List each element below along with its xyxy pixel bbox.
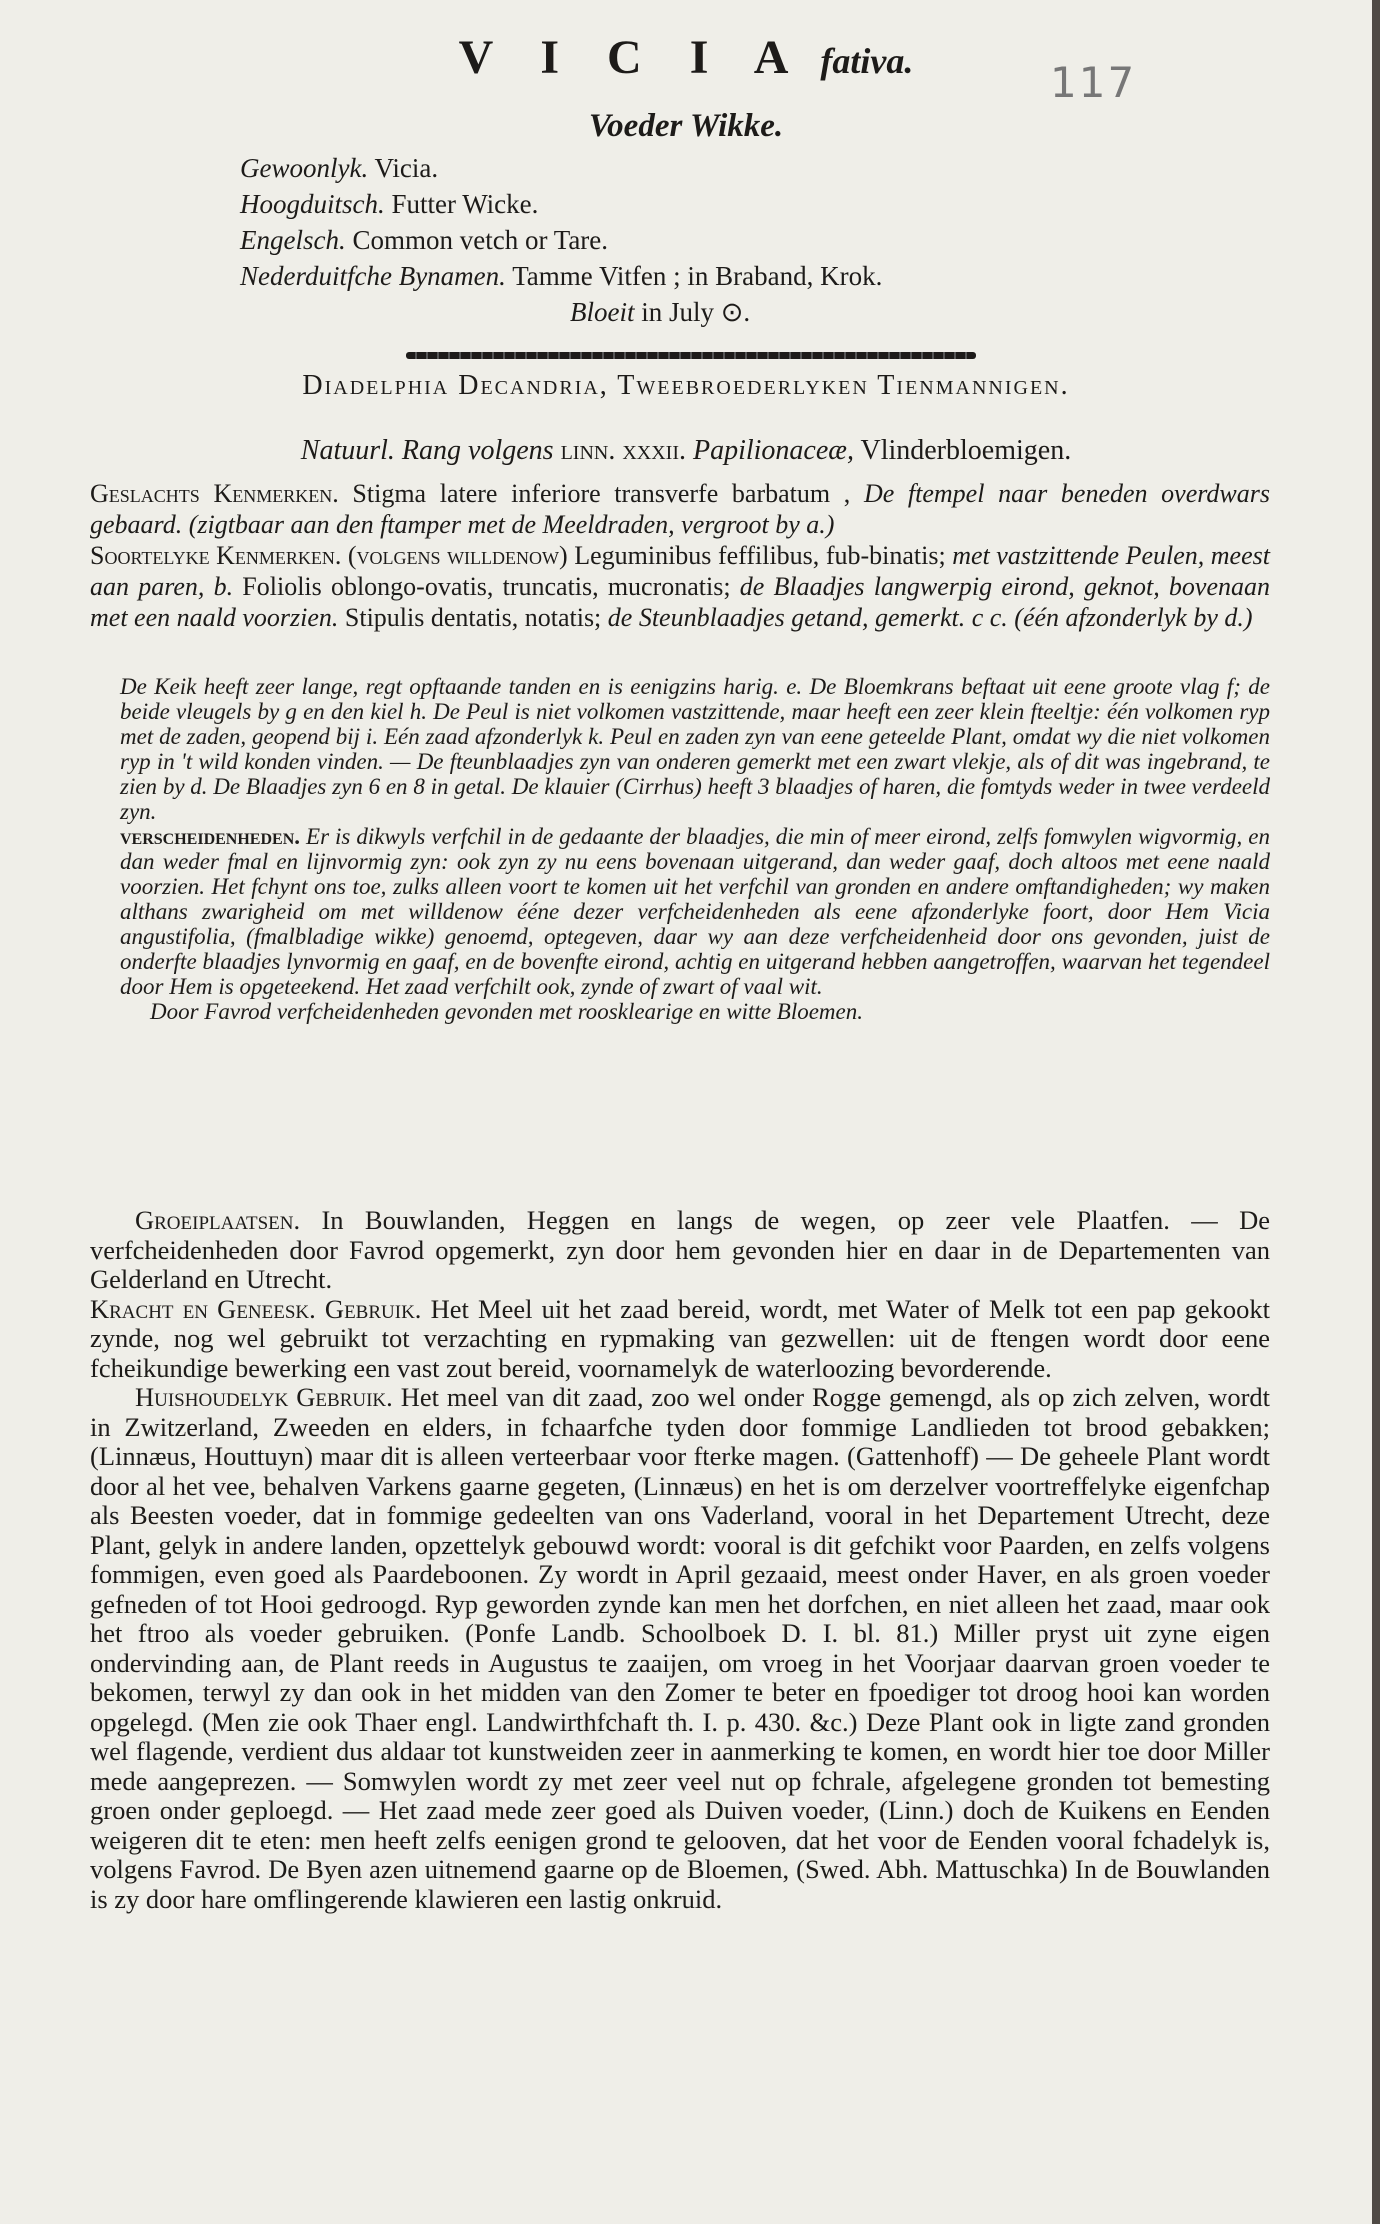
household-use-paragraph: Huishoudelyk Gebruik. Het meel van dit zaad, zoo wel onder Rogge gemengd, als op zich zelven, wordt in Zwitzerland, Zweeden en elders, in fchaarfche tyden door fommige Landlieden tot brood gebakken; (Linnæus, Houttuyn) maar dit is alleen verteerbaar voor fterke magen. (Gattenhoff) — De geheele Plant wordt door al het vee, behalven Varkens gaarne gegeten, (Linnæus) en het is om derzelver voortreffelyke eigenfchap als Beesten voeder, dat in fommige gedeelten van ons Vaderland, vooral in het Departement Utrecht, deze Plant, gelyk in andere landen, opzettelyk gebouwd wordt: vooral is dit gefchikt voor Paarden, en zelfs volgens fommigen, even goed als Paardeboonen. Zy wordt in April gezaaid, meest onder Haver, en als groen voeder gefneden of tot Hooi gedroogd. Ryp geworden zynde kan men het dorfchen, en niet alleen het zaad, maar ook het ftroo als voeder gebruiken. (Ponfe Landb. Schoolboek D. I. bl. 81.) Miller pryst uit zyne eigen ondervinding aan, de Plant reeds in Augustus te zaaijen, om vroeg in het Voorjaar daarvan groen voeder te bekomen, terwyl zy dan ook in het midden van den Zomer te beter en fpoediger tot droog hooi kan worden opgelegd. (Men zie ook Thaer engl. Landwirthfchaft th. I. p. 430. &c.) Deze Plant ook in ligte zand gronden wel flagende, verdient dus aldaar tot kunstweiden zeer in aanmerking te komen, en wordt hier toe door Miller mede aangeprezen. — Somwylen wordt zy met zeer veel nut op fchrale, afgelegene gronden tot bemesting groen onder geploegd. — Het zaad mede zeer goed als Duiven voeder, (Linn.) doch de Kuikens en Eenden weigeren dit te eten: men heeft zelfs eenigen grond te gelooven, dat het voor de Eenden vooral fchadelyk is, volgens Favrod. De Byen azen uitnemend gaarne op de Bloemen, (Swed. Abh. Mattuschka) In de Bouwlanden is zy door hare omflingerende klawieren een lastig onkruid. (90, 1382, 1271, 1914)
description-block (120, 674, 1270, 1024)
name-row: Gewoonlyk. Vicia. (240, 153, 439, 183)
species-characteristics-heading: Soortelyke Kenmerken. (90, 541, 342, 570)
ornamental-divider (406, 352, 976, 359)
genus-characteristics-heading: Geslachts Kenmerken. (90, 479, 339, 508)
name-row: Engelsch. Common vetch or Tare. (240, 225, 609, 255)
vernacular-names (240, 150, 1140, 330)
natural-rank-line: Natuurl. Rang volgens linn. xxxii. Papilionaceæ, Vlinderbloemigen. (300, 435, 1072, 466)
common-name: Voeder Wikke. (588, 108, 784, 144)
name-row: Nederduitfche Bynamen. Tamme Vitfen ; in Braband, Krok. (240, 261, 883, 291)
bloei-row: Bloeit in July ⊙. (570, 297, 751, 327)
medicinal-use-paragraph: Kracht en Geneesk. Gebruik. Het Meel uit het zaad bereid, wordt, met Water of Melk tot een pap gekookt zynde, nog wel gebruikt tot verzachting en rypmaking van gezwellen: uit de ftengen wordt door eene fcheikundige bewerking een vast zout bereid, voornamelyk de waterloozing bevorderende. (90, 1293, 1271, 1383)
page-edge-shadow (1372, 0, 1380, 2224)
species-name: fativa. (820, 41, 914, 81)
genus-name: V I C I A (458, 31, 807, 84)
classification-heading: Diadelphia Decandria, Tweebroederlyken Tienmannigen. (302, 370, 1070, 401)
body-text (90, 1206, 1270, 1914)
growth-places-paragraph: Groeiplaatsen. In Bouwlanden, Heggen en langs de wegen, op zeer vele Plaatfen. — De verfcheidenheden door Favrod opgemerkt, zyn door hem gevonden hier en daar in de Departementen van Gelderland en Utrecht. (90, 1205, 1271, 1294)
name-row: Hoogduitsch. Futter Wicke. (240, 189, 539, 219)
characteristics-block: Geslachts Kenmerken. Stigma latere inferiore transverfe barbatum , De ftempel naar beneden overdwars gebaard. (zigtbaar aan den ftamper met de Meeldraden, vergroot by a.) Soortelyke Kenmerken. (volgens willdenow) Leguminibus feffilibus, fub-binatis; met vastzittende Peulen, meest aan paren, b. Foliolis oblongo-ovatis, truncatis, mucronatis; de Blaadjes langwerpig eirond, geknot, bovenaan met een naald voorzien. Stipulis dentatis, notatis; de Steunblaadjes getand, gemerkt. c c. (één afzonderlyk by d.) (90, 479, 1271, 632)
varieties-paragraph: verscheidenheden. Er is dikwyls verfchil in de gedaante der blaadjes, die min of meer eirond, zelfs fomwylen wigvormig, en dan weder fmal en lijnvormig zyn: ook zyn zy nu eens bovenaan uitgerand, dan weder gaaf, doch altoos met eene naald voorzien. Het fchynt ons toe, zulks alleen voort te komen uit het verfchil van gronden en andere omftandigheden; wy maken althans zwarigheid om met willdenow ééne dezer verfcheidenheden als eene afzonderlyke foort, door Hem Vicia angustifolia, (fmalbladige wikke) genoemd, optegeven, daar wy aan deze verfcheidenheid door ons gevonden, juist de onderfte blaadjes lynvormig en gaaf, en de bovenfte eirond, achtig en uitgerand hebben aangetroffen, waarvan het tegendeel door Hem is opgeteekend. Het zaad verfchilt ook, zynde of zwart of vaal wit. (120, 824, 1270, 999)
description-paragraph: De Keik heeft zeer lange, regt opftaande tanden en is eenigzins harig. e. De Bloemkrans beftaat uit eene groote vlag f; de beide vleugels by g en den kiel h. De Peul is niet volkomen vastzittende, maar heeft een zeer klein fteeltje: één volkomen ryp met de zaden, geopend bij i. Eén zaad afzonderlyk k. Peul en zaden zyn van eene geteelde Plant, omdat wy die niet volkomen ryp in 't wild konden vinden. — De fteunblaadjes zyn van onderen gemerkt met een zwart vlekje, als of dit was ingebrand, te zien by d. De Blaadjes zyn 6 en 8 in getal. De klauier (Cirrhus) heeft 3 blaadjes of haren, die fomtyds weder in twee verdeeld zyn. (120, 674, 1270, 824)
page-title (0, 30, 1372, 85)
handwritten-page-number: 117 (1050, 58, 1137, 107)
favrod-paragraph: Door Favrod verfcheidenheden gevonden met roosklearige en witte Bloemen. (150, 999, 863, 1024)
